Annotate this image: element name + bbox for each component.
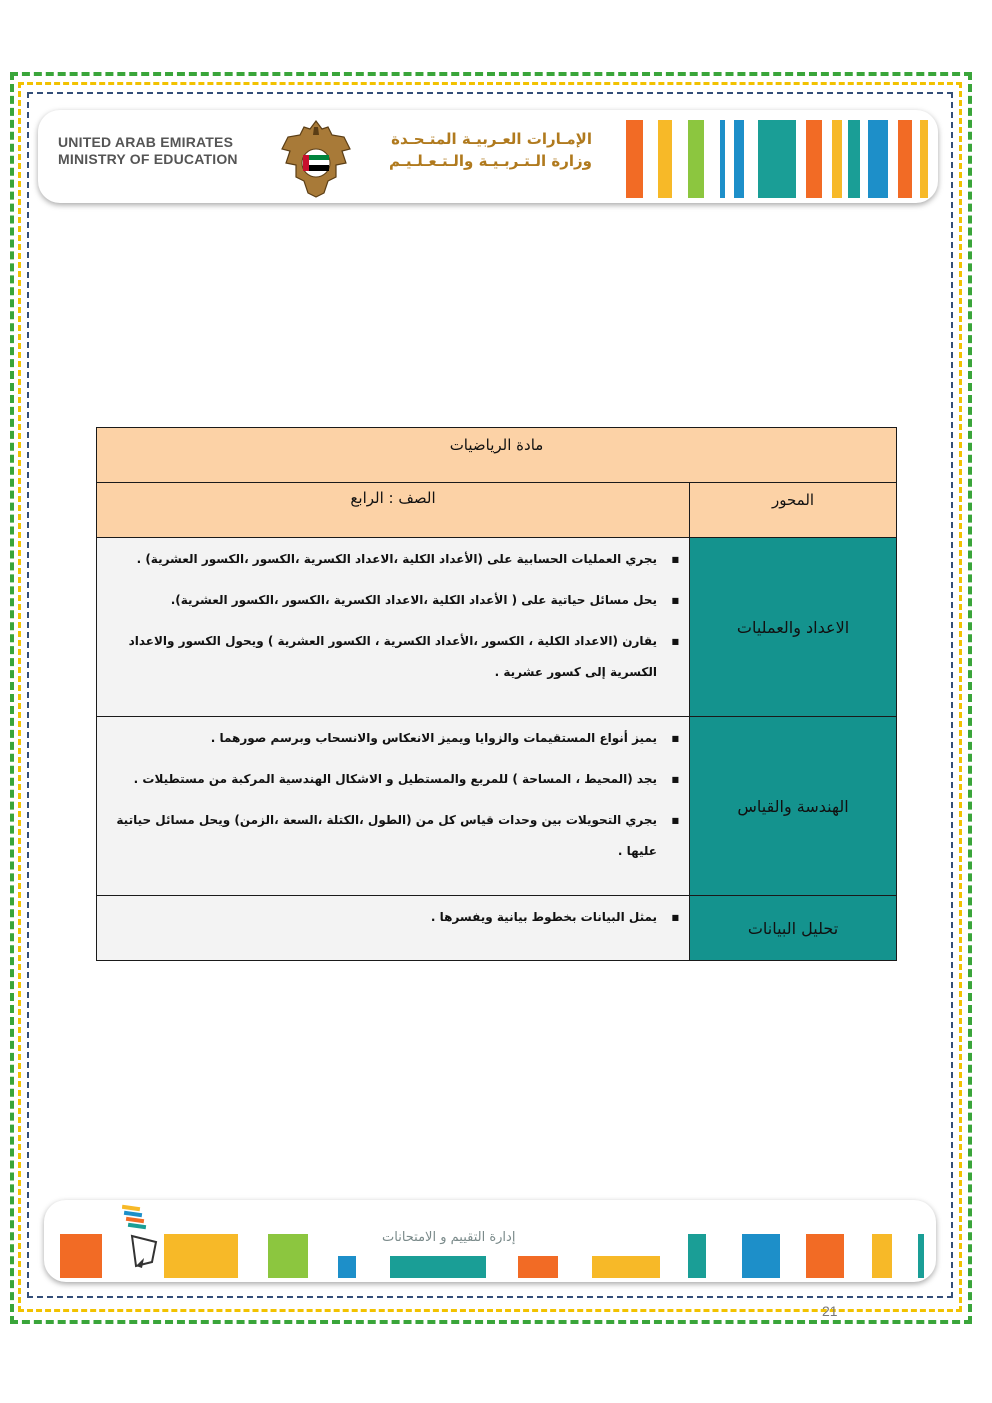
footer-block <box>268 1234 308 1278</box>
stripe <box>806 120 822 198</box>
stripe <box>720 120 725 198</box>
standard-item: ■ يجري التحويلات بين وحدات قياس كل من (الطول ،الكتلة ،السعة ،الزمن) ويحل مسائل حياتية عليها . <box>113 805 657 867</box>
footer-block <box>918 1234 924 1278</box>
standards-cell <box>97 717 690 896</box>
standard-item: ■ يمثل البيانات بخطوط بيانية ويفسرها . <box>113 902 657 933</box>
footer-block <box>164 1234 238 1278</box>
footer-block <box>688 1234 706 1278</box>
standard-item: ■ يقارن (الاعداد الكلية ، الكسور ،الأعداد الكسرية ، الكسور العشرية ) ويحول الكسور والاعداد الكسرية إلى كسور عشرية . <box>113 626 657 688</box>
stripe <box>832 120 842 198</box>
table-title: مادة الرياضيات <box>449 436 544 454</box>
footer-banner <box>44 1200 936 1282</box>
stripe <box>626 120 643 198</box>
org-name-en <box>58 134 278 168</box>
table-row <box>97 538 897 717</box>
standards-cell <box>97 538 690 717</box>
stripe <box>734 120 744 198</box>
axis-label: الهندسة والقياس <box>737 796 849 816</box>
footer-block <box>592 1256 660 1278</box>
grade-header-cell <box>97 483 690 538</box>
stripe <box>898 120 912 198</box>
standards-cell <box>97 896 690 961</box>
standard-item: ■ يجد (المحيط ، المساحة ) للمربع والمستطيل و الاشكال الهندسية المركبة من مستطيلات . <box>113 764 657 795</box>
footer-block <box>390 1256 486 1278</box>
stripe <box>848 120 860 198</box>
stripe <box>688 120 704 198</box>
footer-block <box>806 1234 844 1278</box>
axis-header-cell <box>690 483 897 538</box>
table-row <box>97 717 897 896</box>
footer-block <box>518 1256 558 1278</box>
axis-header: المحور <box>771 491 815 509</box>
grade-header: الصف : الرابع <box>350 489 436 507</box>
footer-block <box>338 1256 356 1278</box>
stripe <box>758 120 796 198</box>
axis-label: تحليل البيانات <box>747 918 839 938</box>
uae-emblem-falcon-icon <box>274 115 358 199</box>
math-standards-table <box>96 427 897 961</box>
standard-item: ■ يميز أنواع المستقيمات والزوايا ويميز الانعكاس والانسحاب وبرسم صورهما . <box>113 723 657 754</box>
org-name-ar <box>366 128 592 172</box>
standard-item: ■ يجري العمليات الحسابية على (الأعداد الكلية ،الاعداد الكسرية ،الكسور ،الكسور العشرية) . <box>113 544 657 575</box>
page-number: 21 <box>822 1303 838 1319</box>
stripe <box>868 120 888 198</box>
org-name-ar-line2: وزارة الـتـربـيـة والـتـعـلـيـم <box>389 152 592 170</box>
table-title-row <box>97 428 897 483</box>
org-name-ar-line1: الإمـارات العـربيـة المتـحـدة <box>391 130 592 148</box>
footer-block <box>60 1234 102 1278</box>
axis-cell <box>690 538 897 717</box>
header-color-stripes <box>586 120 936 198</box>
footer-block <box>872 1234 892 1278</box>
axis-cell <box>690 717 897 896</box>
department-name: إدارة التقييم و الامتحانات <box>382 1230 516 1245</box>
org-name-en-line2: MINISTRY OF EDUCATION <box>58 151 238 167</box>
stripe <box>658 120 672 198</box>
header-banner <box>38 110 938 203</box>
table-header-row <box>97 483 897 538</box>
table-title-cell <box>97 428 897 483</box>
table-row <box>97 896 897 961</box>
org-name-en-line1: UNITED ARAB EMIRATES <box>58 134 234 150</box>
footer-block <box>742 1234 780 1278</box>
axis-cell <box>690 896 897 961</box>
standard-item: ■ يحل مسائل حياتية على ( الأعداد الكلية ،الاعداد الكسرية ،الكسور ،الكسور العشرية). <box>113 585 657 616</box>
axis-label: الاعداد والعمليات <box>736 617 850 637</box>
stripe <box>920 120 928 198</box>
